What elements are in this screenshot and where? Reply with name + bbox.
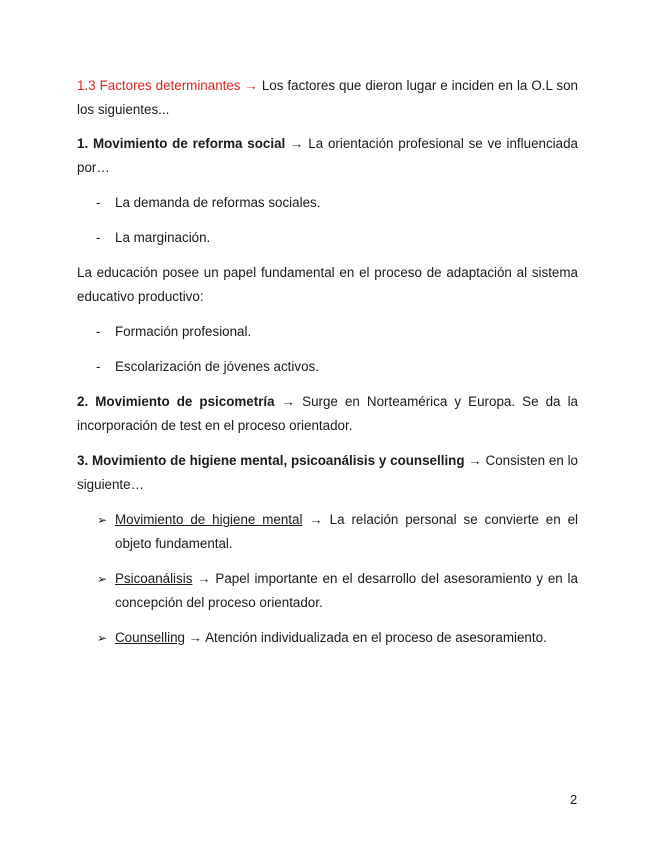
subitem-term: Psicoanálisis — [115, 571, 193, 586]
subitem-desc: → Atención individualizada en el proceso de asesoramiento. — [184, 630, 547, 645]
movement-1-paragraph — [77, 132, 578, 180]
list-item-text: Formación profesional. — [115, 324, 252, 339]
section-intro — [77, 74, 578, 122]
subitem-desc: → Papel importante en el desarrollo del asesoramiento y en la concepción del proceso orientador. — [115, 571, 578, 610]
section-intro-text: Los factores que dieron lugar e inciden en la O.L son los siguientes... — [77, 78, 578, 117]
page-number: 2 — [570, 792, 578, 807]
section-heading: 1.3 Factores determinantes → — [77, 78, 258, 93]
dash-marker: - — [96, 195, 101, 210]
arrow-bullet-icon: ➢ — [97, 631, 108, 645]
movement-2-text: → Surge en Norteamérica y Europa. Se da la incorporación de test en el proceso orientador. — [77, 394, 578, 433]
list-item — [77, 508, 578, 556]
movement-2-title: 2. Movimiento de psicometría — [77, 394, 275, 409]
list-item-text: La demanda de reformas sociales. — [115, 195, 321, 210]
movement-1-title: 1. Movimiento de reforma social — [77, 136, 286, 151]
subitem-term: Counselling — [115, 630, 185, 645]
list-item — [77, 567, 578, 615]
movement-2-paragraph — [77, 390, 578, 438]
movement-3-paragraph — [77, 449, 578, 497]
dash-marker: - — [96, 359, 101, 374]
movement-1-text: La orientación profesional se ve influenciada por… — [77, 136, 578, 175]
list-item — [77, 355, 578, 379]
movement-1-arrow: → — [285, 136, 309, 151]
list-item-text: La marginación. — [115, 230, 211, 245]
dash-marker: - — [96, 230, 101, 245]
list-item — [77, 191, 578, 215]
subitem-desc: → La relación personal se convierte en el objeto fundamental. — [115, 512, 578, 551]
arrow-bullet-icon: ➢ — [97, 572, 108, 586]
dash-marker: - — [96, 324, 101, 339]
subitem-term: Movimiento de higiene mental — [115, 512, 303, 527]
list-item-text: Escolarización de jóvenes activos. — [115, 359, 319, 374]
list-item — [77, 626, 578, 650]
education-paragraph: La educación posee un papel fundamental en el proceso de adaptación al sistema educativo productivo: — [77, 265, 578, 304]
movement-3-text: → Consisten en lo siguiente… — [77, 453, 579, 492]
movement-3-title: 3. Movimiento de higiene mental, psicoanálisis y counselling — [77, 453, 465, 468]
list-item — [77, 320, 578, 344]
arrow-bullet-icon: ➢ — [97, 513, 108, 527]
document-body — [77, 74, 578, 650]
list-item — [77, 226, 578, 250]
